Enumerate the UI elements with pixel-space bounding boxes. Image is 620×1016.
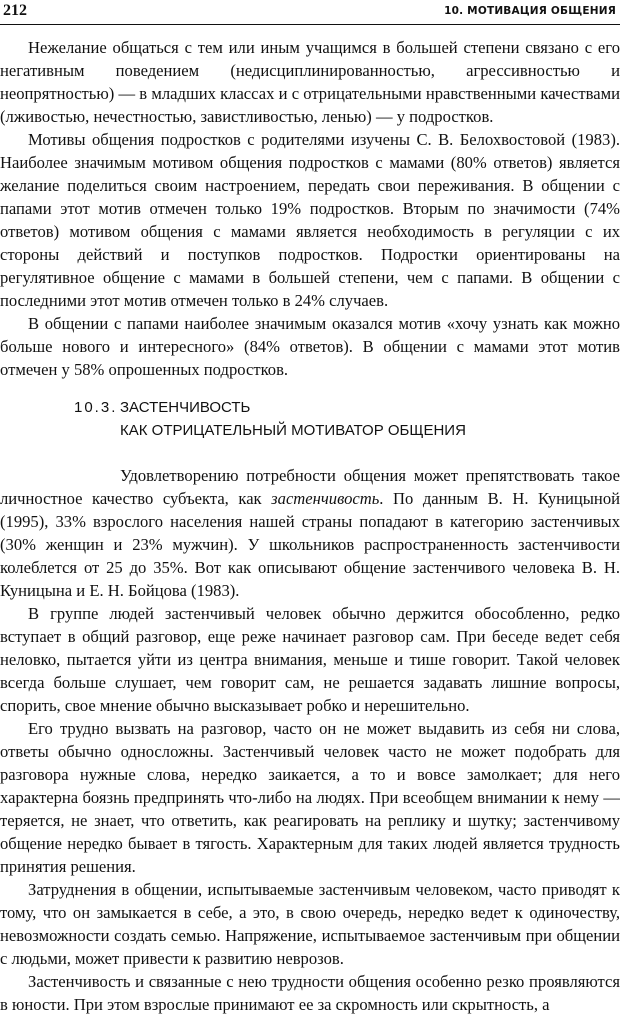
paragraph-text: . По данным В. Н. Куницыной (1995), 33% взрослого населения нашей страны попадают в категорию застенчивых (30% женщин и 23% мужчин). У школьников распространенность застенчивости колеблется от 25 до 35%. Вот как описывают общение застенчивого человека В. Н. Куницына и Е. Н. Бойцова (1983). [0,489,620,600]
paragraph: Его трудно вызвать на разговор, часто он не может выдавить из себя ни слова, ответы обычно односложны. Застенчивый человек часто не может подобрать для разговора нужные слова, нередко заикается, а то и вовсе замолкает; для него характерна боязнь предпринять что-либо на людях. При всеобщем внимании к нему — теряется, не знает, что ответить, как реагировать на реплику и шутку; застенчивому общение нередко бывает в тягость. Характерным для таких людей является трудность принятия решения. [0,719,620,876]
page-number: 212 [3,2,27,19]
paragraph: В общении с папами наиболее значимым оказался мотив «хочу узнать как можно больше нового и интересного» (84% ответов). В общении с мамами этот мотив отмечен у 58% опрошенных подростков. [0,314,620,379]
emphasis-term: застенчивость [271,489,380,508]
page-header [0,0,620,26]
text-block-motives [0,36,620,381]
running-title: 10. МОТИВАЦИЯ ОБЩЕНИЯ [444,5,616,17]
paragraph [0,464,620,602]
section-number: 10.3. [74,399,118,416]
section-title-line2: КАК ОТРИЦАТЕЛЬНЫЙ МОТИВАТОР ОБЩЕНИЯ [120,422,466,439]
header-rule [0,24,620,25]
paragraph: В группе людей застенчивый человек обычно держится обособленно, редко вступает в общий разговор, еще реже начинает разговор сам. При беседе ведет себя неловко, пытается уйти из центра внимания, меньше и тише говорит. Такой человек всегда больше слушает, чем говорит сам, не решается задавать лишние вопросы, спорить, свое мнение обычно высказывает робко и нерешительно. [0,604,620,715]
paragraph-text: Удовлетворению потребности общения может препятствовать такое личностное качество субъекта, как [0,466,620,508]
section-title-line1: ЗАСТЕНЧИВОСТЬ [120,399,251,416]
paragraph: Застенчивость и связанные с нею трудности общения особенно резко проявляются в юности. При этом взрослые принимают ее за скромность или скрытность, а [0,972,620,1014]
text-block-shyness [0,464,620,1016]
paragraph: Мотивы общения подростков с родителями изучены С. В. Белохвостовой (1983). Наиболее значимым мотивом общения подростков с мамами (80% ответов) является желание поделиться своим настроением, передать свои переживания. В общении с папами этот мотив отмечен только 19% подростков. Вторым по значимости (74% ответов) мотивом общения с мамами является необходимость в регуляции с их стороны действий и поступков подростков. Подростки ориентированы на регулятивное общение с мамами в большей степени, чем с папами. В общении с последними этот мотив отмечен только в 24% случаев. [0,130,620,310]
paragraph: Затруднения в общении, испытываемые застенчивым человеком, часто приводят к тому, что он замыкается в себе, а это, в свою очередь, нередко ведет к одиночеству, невозможности создать семью. Напряжение, испытываемое застенчивым при общении с людьми, может привести к развитию неврозов. [0,880,620,968]
paragraph: Нежелание общаться с тем или иным учащимся в большей степени связано с его негативным поведением (недисциплинированностью, агрессивностью и неопрятностью) — в младших классах и с отрицательными нравственными качествами (лживостью, нечестностью, завистливостью, ленью) — у подростков. [0,38,620,126]
